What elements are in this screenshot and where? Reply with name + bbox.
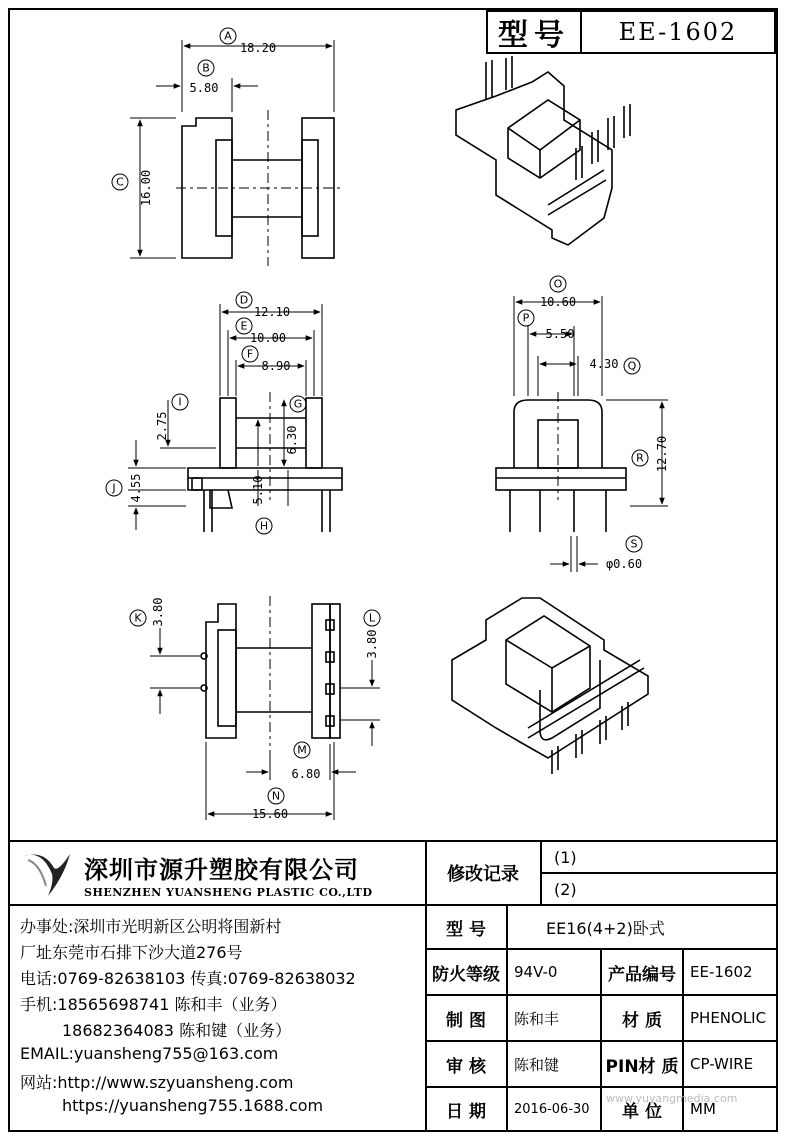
side-view xyxy=(496,296,668,572)
dim-M-value: 6.80 xyxy=(291,767,321,781)
bottom-view xyxy=(150,596,380,820)
unit-label: 单 位 xyxy=(622,1101,662,1122)
model-value: EE16(4+2)卧式 xyxy=(546,918,665,938)
dim-F-value: 8.90 xyxy=(261,359,291,373)
drawn-by-label: 制 图 xyxy=(446,1010,486,1031)
revision-1: (1) xyxy=(554,847,577,867)
website-2[interactable]: https://yuansheng755.1688.com xyxy=(62,1096,324,1115)
bubble-Q: Q xyxy=(627,359,637,373)
dim-I-value: 2.75 xyxy=(155,411,169,441)
dim-G-value: 6.30 xyxy=(285,425,299,455)
unit-value: MM xyxy=(690,1100,716,1118)
dim-A-value: 18.20 xyxy=(239,41,277,55)
company-logo xyxy=(18,846,78,902)
bubble-N: N xyxy=(271,789,281,803)
watermark: www.yuyangmedia.com xyxy=(606,1092,738,1105)
dim-K-value: 3.80 xyxy=(151,597,165,627)
divider-company-header xyxy=(8,904,425,906)
dim-R-value: 12.70 xyxy=(655,435,669,473)
dim-C-value: 16.00 xyxy=(139,169,153,207)
bubble-L: L xyxy=(368,611,376,625)
bubble-G: G xyxy=(293,397,303,411)
model-title-label: 型号 xyxy=(488,12,582,52)
dim-D-value: 12.10 xyxy=(253,305,291,319)
bubble-O: O xyxy=(553,277,563,291)
top-view xyxy=(130,40,340,266)
bubble-D: D xyxy=(239,293,249,307)
bubble-J: J xyxy=(112,481,116,495)
office-address: 办事处:深圳市光明新区公明将围新村 xyxy=(20,917,282,936)
dim-J-value: 4.55 xyxy=(129,473,143,503)
bubble-S: S xyxy=(630,537,638,551)
product-no-value: EE-1602 xyxy=(690,963,753,981)
revision-label: 修改记录 xyxy=(447,864,519,885)
product-no-label: 产品编号 xyxy=(608,964,676,985)
email[interactable]: EMAIL:yuansheng755@163.com xyxy=(20,1044,279,1063)
model-label: 型 号 xyxy=(446,919,486,940)
drawn-by-value: 陈和丰 xyxy=(514,1009,560,1028)
bubble-B: B xyxy=(202,61,210,75)
dim-N-value: 15.60 xyxy=(251,807,289,821)
dim-S-value: φ0.60 xyxy=(605,557,643,571)
date-value: 2016-06-30 xyxy=(514,1101,590,1117)
company-header xyxy=(10,842,424,906)
mobile-1: 手机:18565698741 陈和丰（业务） xyxy=(20,995,287,1014)
bubble-F: F xyxy=(246,347,254,361)
bubble-C: C xyxy=(116,175,124,189)
checked-by-value: 陈和键 xyxy=(514,1055,560,1074)
bubble-K: K xyxy=(134,611,142,625)
bubble-R: R xyxy=(636,451,644,465)
bubble-H: H xyxy=(259,519,269,533)
dim-H-value: 5.10 xyxy=(251,475,265,505)
phone-fax: 电话:0769-82638103 传真:0769-82638032 xyxy=(20,969,356,988)
dim-P-value: 5.50 xyxy=(545,327,575,341)
isometric-view-top xyxy=(456,56,630,245)
dim-O-value: 10.60 xyxy=(539,295,577,309)
dim-Q-value: 4.30 xyxy=(589,357,619,371)
bubble-I: I xyxy=(178,395,182,409)
company-name-en: SHENZHEN YUANSHENG PLASTIC CO.,LTD xyxy=(84,886,373,899)
checked-by-label: 审 核 xyxy=(446,1056,486,1077)
bubble-M: M xyxy=(297,743,307,757)
fire-rating-value: 94V-0 xyxy=(514,963,558,981)
mobile-2: 18682364083 陈和键（业务） xyxy=(62,1021,292,1040)
bubble-A: A xyxy=(224,29,232,43)
model-title-value: EE-1602 xyxy=(618,18,738,46)
revision-2: (2) xyxy=(554,879,577,899)
bubble-P: P xyxy=(522,311,530,325)
website-1[interactable]: 网站:http://www.szyuansheng.com xyxy=(20,1073,294,1092)
company-name-cn: 深圳市源升塑胶有限公司 xyxy=(84,856,359,884)
fire-rating-label: 防火等级 xyxy=(432,964,500,985)
dim-L-value: 3.80 xyxy=(365,629,379,659)
factory-address: 厂址东莞市石排下沙大道276号 xyxy=(20,943,243,962)
pin-material-label: PIN材 质 xyxy=(605,1056,679,1077)
bubble-E: E xyxy=(240,319,248,333)
isometric-view-bottom xyxy=(452,598,648,774)
material-label: 材 质 xyxy=(622,1010,662,1031)
date-label: 日 期 xyxy=(446,1101,486,1122)
dim-B-value: 5.80 xyxy=(189,81,219,95)
dim-E-value: 10.00 xyxy=(249,331,287,345)
pin-material-value: CP-WIRE xyxy=(690,1055,754,1073)
material-value: PHENOLIC xyxy=(690,1009,767,1027)
